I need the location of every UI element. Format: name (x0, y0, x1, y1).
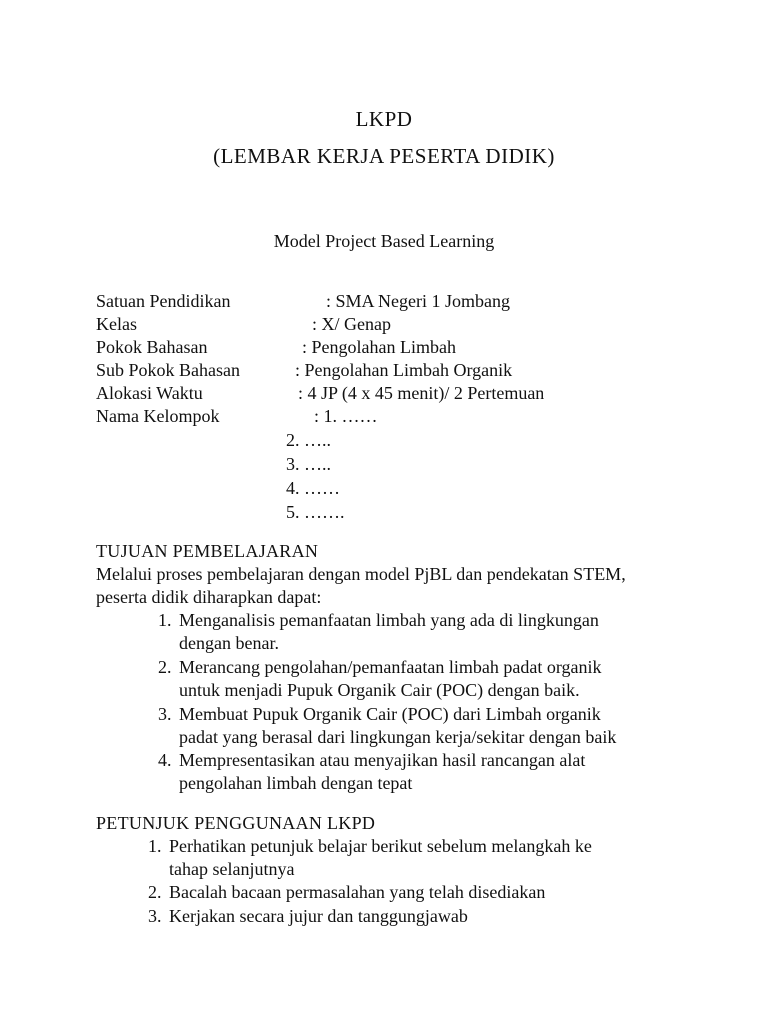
section-heading: PETUNJUK PENGGUNAAN LKPD (96, 813, 376, 833)
list-number: 1. (158, 610, 172, 630)
learning-model: Model Project Based Learning (273, 231, 495, 251)
identity-label: Pokok Bahasan (96, 337, 208, 357)
list-text-continued: padat yang berasal dari lingkungan kerja/sekitar dengan baik (179, 727, 617, 747)
list-number: 1. (148, 836, 162, 856)
list-text-continued: pengolahan limbah dengan tepat (179, 773, 413, 793)
identity-value: : Pengolahan Limbah (302, 337, 456, 357)
list-number: 4. (158, 750, 172, 770)
identity-label: Sub Pokok Bahasan (96, 360, 240, 380)
list-text: Merancang pengolahan/pemanfaatan limbah padat organik (179, 657, 602, 677)
group-member-line: 2. ….. (286, 430, 331, 450)
list-number: 3. (158, 704, 172, 724)
list-text-continued: untuk menjadi Pupuk Organik Cair (POC) dengan baik. (179, 680, 580, 700)
identity-label: Satuan Pendidikan (96, 291, 231, 311)
document-subtitle: (LEMBAR KERJA PESERTA DIDIK) (213, 144, 555, 168)
group-member-line: 3. ….. (286, 454, 331, 474)
identity-value: : X/ Genap (312, 314, 391, 334)
group-member-line: 4. …… (286, 478, 340, 498)
list-text: Mempresentasikan atau menyajikan hasil rancangan alat (179, 750, 586, 770)
list-number: 3. (148, 906, 162, 926)
identity-label: Kelas (96, 314, 137, 334)
list-text: Bacalah bacaan permasalahan yang telah disediakan (169, 882, 546, 902)
list-text: Membuat Pupuk Organik Cair (POC) dari Limbah organik (179, 704, 601, 724)
document-title: LKPD (355, 107, 413, 131)
identity-value: : 1. …… (314, 406, 378, 426)
list-text-continued: tahap selanjutnya (169, 859, 295, 879)
identity-label: Alokasi Waktu (96, 383, 203, 403)
section-heading: TUJUAN PEMBELAJARAN (96, 541, 319, 561)
identity-value: : Pengolahan Limbah Organik (295, 360, 513, 380)
section-intro: Melalui proses pembelajaran dengan model PjBL dan pendekatan STEM, (96, 564, 626, 584)
list-number: 2. (158, 657, 172, 677)
list-text-continued: dengan benar. (179, 633, 279, 653)
list-text: Menganalisis pemanfaatan limbah yang ada di lingkungan (179, 610, 599, 630)
list-text: Kerjakan secara jujur dan tanggungjawab (169, 906, 468, 926)
list-text: Perhatikan petunjuk belajar berikut sebelum melangkah ke (169, 836, 592, 856)
section-intro: peserta didik diharapkan dapat: (96, 587, 322, 607)
identity-value: : 4 JP (4 x 45 menit)/ 2 Pertemuan (298, 383, 545, 403)
identity-label: Nama Kelompok (96, 406, 220, 426)
list-number: 2. (148, 882, 162, 902)
group-member-line: 5. ……. (286, 502, 345, 522)
identity-value: : SMA Negeri 1 Jombang (326, 291, 510, 311)
